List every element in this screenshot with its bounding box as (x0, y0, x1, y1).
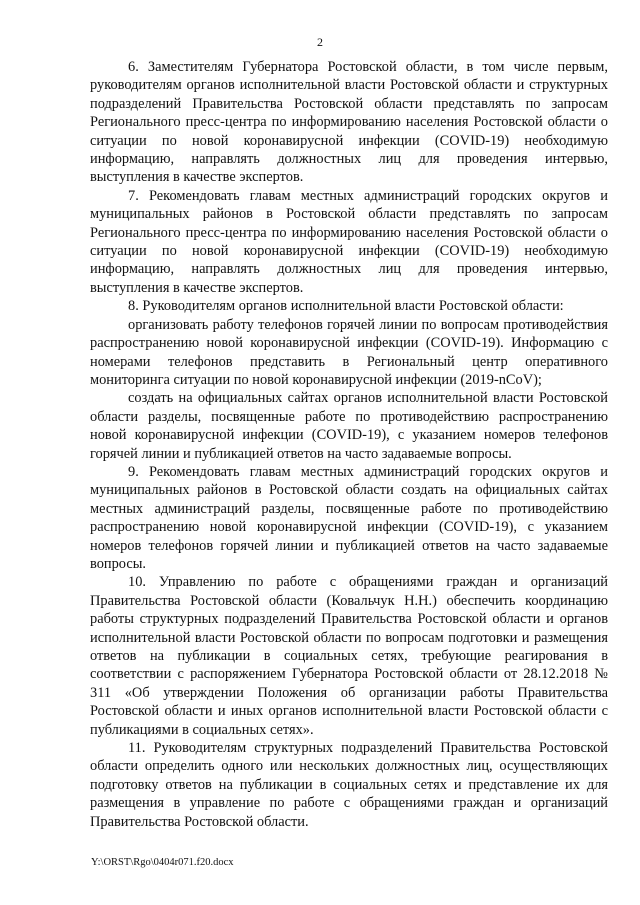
paragraph-item-6: 6. Заместителям Губернатора Ростовской области, в том числе первым, руководителям органов исполнительной власти Ростовской области и структурных подразделений Правительства Ростовской области представлять по запросам Регионального пресс-центра по информированию населения Ростовской области о ситуации по новой коронавирусной инфекции (COVID-19) необходимую информацию, направлять должностных лиц для проведения интервью, выступления в качестве экспертов. (90, 59, 608, 186)
document-body (90, 58, 608, 831)
paragraph-item-7: 7. Рекомендовать главам местных администраций городских округов и муниципальных районов в Ростовской области представлять по запросам Регионального пресс-центра по информированию населения Ростовской области о ситуации по новой коронавирусной инфекции (COVID-19) необходимую информацию, направлять должностных лиц для проведения интервью, выступления в качестве экспертов. (90, 187, 608, 296)
paragraph-item-8: 8. Руководителям органов исполнительной власти Ростовской области: (128, 298, 564, 315)
footer-file-path: Y:\ORST\Rgo\0404r071.f20.docx (91, 857, 234, 868)
paragraph-item-10: 10. Управлению по работе с обращениями граждан и организаций Правительства Ростовской области (Ковальчук Н.Н.) обеспечить координацию работы структурных подразделений Правительства Ростовской области и органов исполнительной власти Ростовской области по вопросам подготовки и размещения ответов на публикации в социальных сетях, требующие реагирования в соответствии с распоряжением Губернатора Ростовской области от 28.12.2018 № 311 «Об утверждении Положения об организации работы Правительства Ростовской области и иных органов исполнительной власти Ростовской области с публикациями в социальных сетях». (90, 574, 608, 738)
paragraph-item-9: 9. Рекомендовать главам местных администраций городских округов и муниципальных районов в Ростовской области создать на официальных сайтах местных администраций разделы, посвященные работе по противодействию распространению новой коронавирусной инфекции (COVID-19), с указанием номеров телефонов горячей линии и публикацией ответов на часто задаваемые вопросы. (90, 463, 608, 572)
page-number: 2 (317, 35, 323, 49)
paragraph-item-8-hotline: организовать работу телефонов горячей линии по вопросам противодействия распространению новой коронавирусной инфекции (COVID-19). Информацию с номерами телефонов представить в Региональный центр оперативного мониторинга ситуации по новой коронавирусной инфекции (2019-nCoV); (90, 316, 608, 388)
paragraph-item-11: 11. Руководителям структурных подразделений Правительства Ростовской области определить одного или нескольких должностных лиц, осуществляющих подготовку ответов на публикации в социальных сетях и представление их для размещения в управление по работе с обращениями граждан и организаций Правительства Ростовской области. (90, 740, 608, 830)
paragraph-item-8-websites: создать на официальных сайтах органов исполнительной власти Ростовской области разделы, посвященные работе по противодействию распространению новой коронавирусной инфекции (COVID-19), с указанием номеров телефонов горячей линии и публикацией ответов на часто задаваемые вопросы. (90, 390, 608, 462)
